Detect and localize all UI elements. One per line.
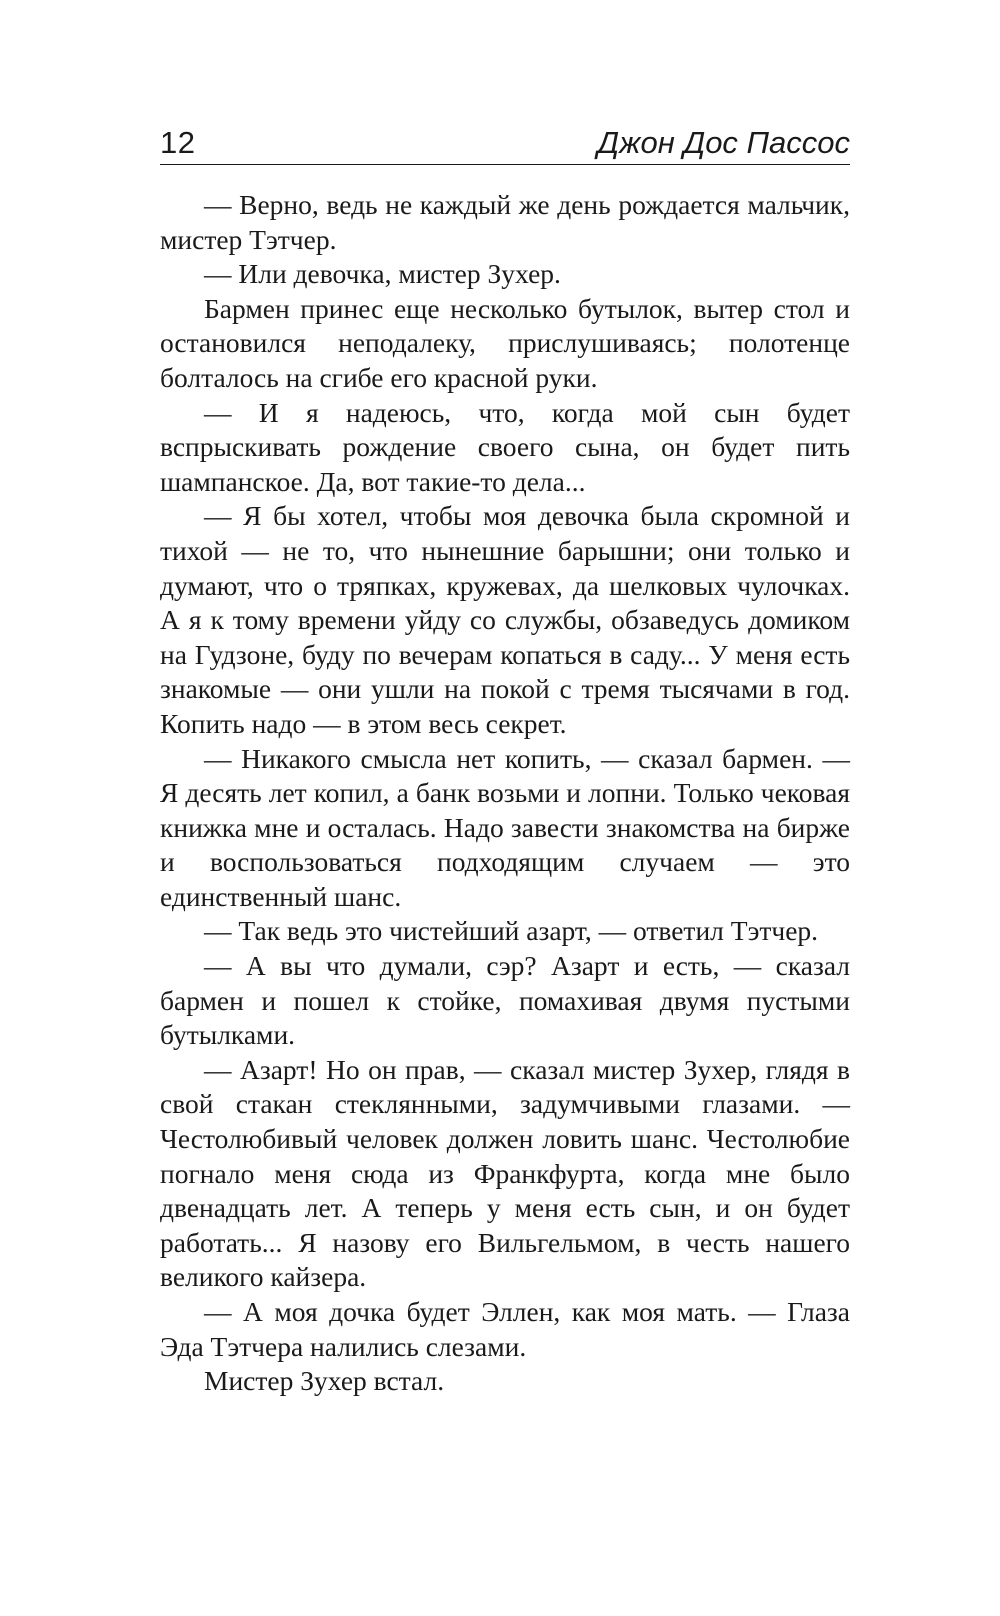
- paragraph: Мистер Зухер встал.: [204, 1365, 445, 1397]
- paragraph: — Азарт! Но он прав, — сказал мистер Зухер, глядя в свой стакан стеклянными, задумчивыми глазами. — Честолюбивый человек должен ловить шанс. Честолюбие погнало меня сюда из Франкфурта, когда мне было двенадцать лет. А теперь у меня есть сын, и он будет работать... Я назову его Вильгельмом, в честь нашего великого кайзера.: [160, 1053, 850, 1293]
- paragraph: — А вы что думали, сэр? Азарт и есть, — сказал бармен и пошел к стойке, помахивая двумя пустыми бутылками.: [160, 950, 850, 1051]
- page-number: 12: [160, 125, 196, 160]
- paragraph: — Так ведь это чистейший азарт, — ответил Тэтчер.: [204, 915, 819, 947]
- running-head: [160, 118, 850, 165]
- running-title: Джон Дос Пассос: [597, 125, 850, 160]
- paragraph: — А моя дочка будет Эллен, как моя мать. — Глаза Эда Тэтчера налились слезами.: [160, 1296, 850, 1362]
- paragraph: — Никакого смысла нет копить, — сказал бармен. — Я десять лет копил, а банк возьми и лопни. Только чековая книжка мне и осталась. Надо завести знакомства на бирже и воспользоваться подходящим случаем — это единственный шанс.: [160, 742, 850, 912]
- paragraph: — Верно, ведь не каждый же день рождается мальчик, мистер Тэтчер.: [160, 189, 850, 255]
- paragraph: — Я бы хотел, чтобы моя девочка была скромной и тихой — не то, что нынешние барышни; они только и думают, что о тряпках, кружевах, да шелковых чулочках. А я к тому времени уйду со службы, обзаведусь домиком на Гудзоне, буду по вечерам копаться в саду... У меня есть знакомые — они ушли на покой с тремя тысячами в год. Копить надо — в этом весь секрет.: [160, 500, 850, 739]
- paragraph: Бармен принес еще несколько бутылок, вытер стол и остановился неподалеку, прислушиваясь; полотенце болталось на сгибе его красной руки.: [160, 292, 850, 393]
- paragraph: — Или девочка, мистер Зухер.: [204, 258, 561, 290]
- text-body: [160, 188, 850, 1399]
- paragraph: — И я надеюсь, что, когда мой сын будет вспрыскивать рождение своего сына, он будет пить шампанское. Да, вот такие-то дела...: [160, 396, 850, 497]
